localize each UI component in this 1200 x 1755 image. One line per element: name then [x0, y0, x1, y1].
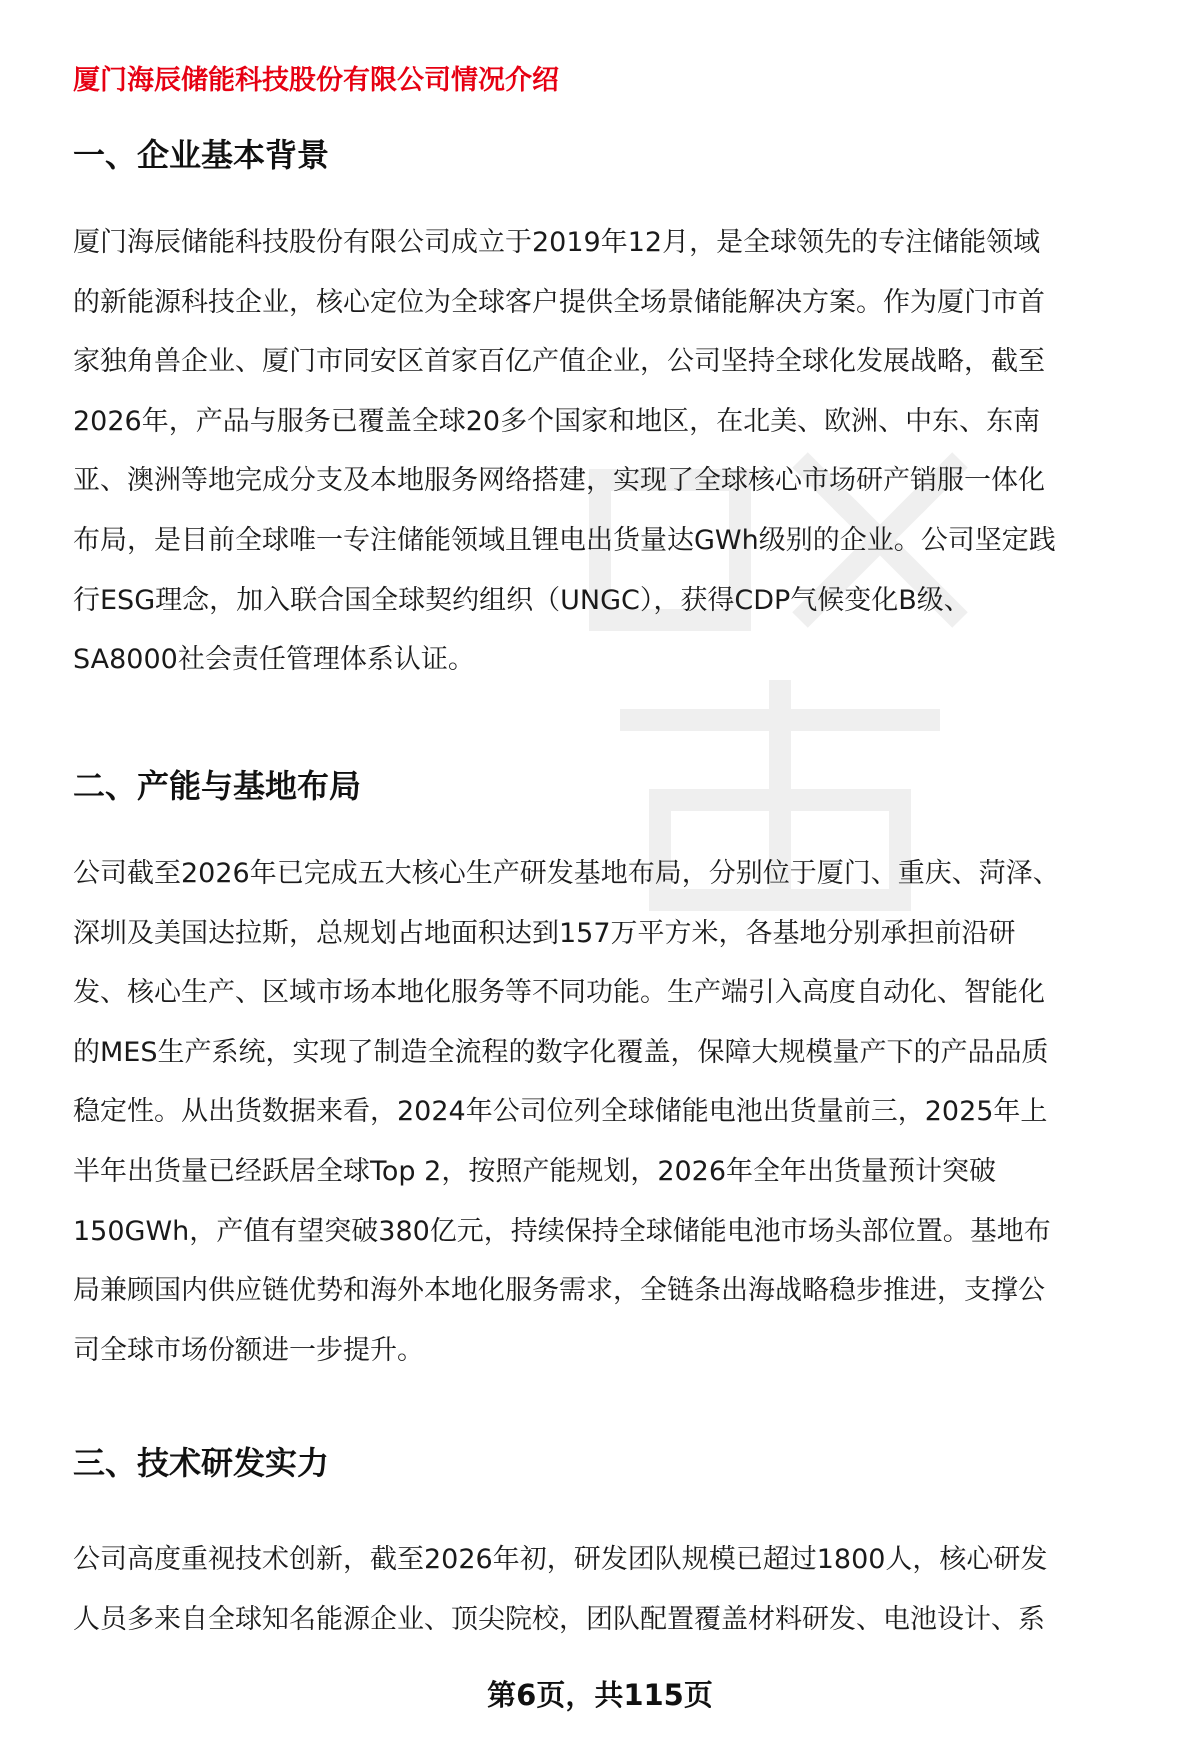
paragraph-line: 司全球市场份额进一步提升。 [73, 1334, 424, 1366]
section-body-rnd [73, 1530, 1158, 1649]
paragraph-line: 发、核心生产、区域市场本地化服务等不同功能。生产端引入高度自动化、智能化 [73, 977, 1045, 1009]
paragraph-line: 半年出货量已经跃居全球Top 2，按照产能规划，2026年全年出货量预计突破 [73, 1155, 997, 1187]
page-number-footer: 第6页，共115页 [487, 1678, 713, 1712]
paragraph-line: 稳定性。从出货数据来看，2024年公司位列全球储能电池出货量前三，2025年上 [73, 1096, 1048, 1128]
paragraph-line: 布局，是目前全球唯一专注储能领域且锂电出货量达GWh级别的企业。公司坚定践 [73, 524, 1056, 556]
paragraph-line: 局兼顾国内供应链优势和海外本地化服务需求，全链条出海战略稳步推进，支撑公 [73, 1275, 1045, 1307]
section-heading-rnd: 三、技术研发实力 [73, 1444, 330, 1482]
document-title: 厦门海辰储能科技股份有限公司情况介绍 [73, 65, 559, 96]
paragraph-line: 行ESG理念，加入联合国全球契约组织（UNGC），获得CDP气候变化B级、 [73, 584, 971, 616]
paragraph-line: 家独角兽企业、厦门市同安区首家百亿产值企业，公司坚持全球化发展战略，截至 [73, 346, 1045, 378]
paragraph-line: 公司截至2026年已完成五大核心生产研发基地布局，分别位于厦门、重庆、菏泽、 [73, 858, 1060, 889]
section-body-capacity [73, 844, 1158, 1380]
paragraph-line: SA8000社会责任管理体系认证。 [73, 644, 475, 676]
section-heading-capacity: 二、产能与基地布局 [73, 767, 362, 805]
paragraph-line: 的MES生产系统，实现了制造全流程的数字化覆盖，保障大规模量产下的产品品质 [73, 1036, 1049, 1068]
paragraph-line: 深圳及美国达拉斯，总规划占地面积达到157万平方米，各基地分别承担前沿研 [73, 917, 1016, 949]
paragraph-line: 公司高度重视技术创新，截至2026年初，研发团队规模已超过1800人，核心研发 [73, 1544, 1048, 1575]
paragraph-line: 厦门海辰储能科技股份有限公司成立于2019年12月，是全球领先的专注储能领域 [73, 227, 1041, 258]
paragraph-line: 的新能源科技企业，核心定位为全球客户提供全场景储能解决方案。作为厦门市首 [73, 286, 1045, 318]
paragraph-line: 2026年，产品与服务已覆盖全球20多个国家和地区，在北美、欧洲、中东、东南 [73, 405, 1041, 437]
section-body-background [73, 213, 1158, 690]
section-heading-background: 一、企业基本背景 [73, 136, 330, 174]
paragraph-line: 亚、澳洲等地完成分支及本地服务网络搭建，实现了全球核心市场研产销服一体化 [73, 465, 1045, 497]
paragraph-line: 150GWh，产值有望突破380亿元，持续保持全球储能电池市场头部位置。基地布 [73, 1215, 1051, 1247]
paragraph-line: 人员多来自全球知名能源企业、顶尖院校，团队配置覆盖材料研发、电池设计、系 [73, 1603, 1045, 1635]
